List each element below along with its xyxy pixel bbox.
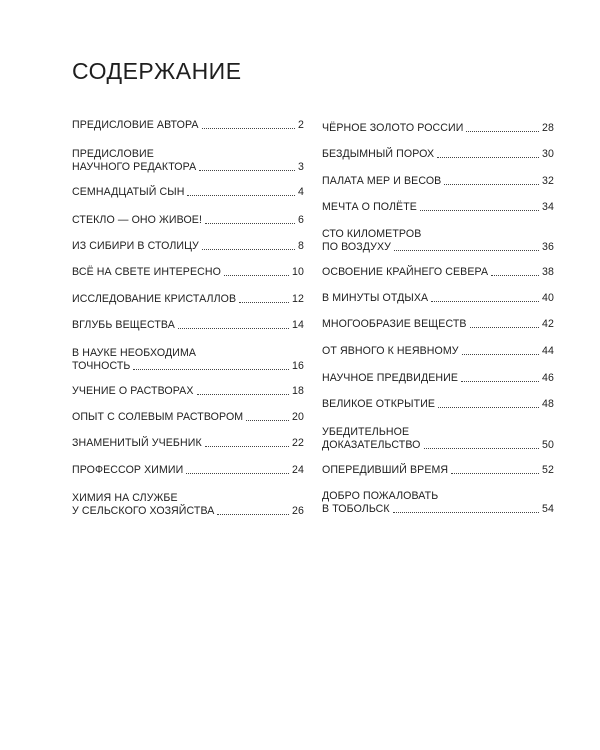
dot-leader	[217, 514, 289, 515]
toc-entry[interactable]	[322, 266, 554, 279]
toc-entry-title: МЕЧТА О ПОЛЁТЕ	[322, 201, 417, 213]
toc-entry-title: ОСВОЕНИЕ КРАЙНЕГО СЕВЕРА	[322, 266, 489, 278]
toc-page-number: 4	[298, 186, 304, 198]
dot-leader	[394, 250, 539, 251]
toc-entry-title: ДОБРО ПОЖАЛОВАТЬ	[322, 490, 439, 502]
dot-leader	[470, 327, 539, 328]
toc-entry[interactable]	[322, 398, 554, 411]
toc-page-number: 3	[298, 161, 304, 173]
toc-entry-title: БЕЗДЫМНЫЙ ПОРОХ	[322, 148, 435, 160]
dot-leader	[197, 394, 289, 395]
toc-entry-title: ОПЫТ С СОЛЕВЫМ РАСТВОРОМ	[72, 411, 244, 423]
toc-entry[interactable]	[72, 148, 304, 174]
toc-page-number: 38	[542, 266, 554, 278]
toc-entry-title: УЧЕНИЕ О РАСТВОРАХ	[72, 385, 194, 397]
toc-entry-title: ИССЛЕДОВАНИЕ КРИСТАЛЛОВ	[72, 293, 237, 305]
dot-leader	[431, 301, 539, 302]
toc-entry[interactable]	[72, 266, 304, 279]
dot-leader	[451, 473, 539, 474]
dot-leader	[133, 369, 289, 370]
dot-leader	[246, 420, 289, 421]
toc-entry-title: ДОКАЗАТЕЛЬСТВО	[322, 439, 421, 451]
toc-entry-title: ПО ВОЗДУХУ	[322, 241, 391, 253]
toc-page-number: 18	[292, 385, 304, 397]
toc-entry[interactable]	[72, 119, 304, 132]
toc-entry-title: ЧЁРНОЕ ЗОЛОТО РОССИИ	[322, 122, 464, 134]
toc-page-number: 12	[292, 293, 304, 305]
toc-page-number: 14	[292, 319, 304, 331]
toc-entry-title: ВЕЛИКОЕ ОТКРЫТИЕ	[322, 398, 436, 410]
toc-page-number: 54	[542, 503, 554, 515]
toc-page-number: 28	[542, 122, 554, 134]
toc-entry[interactable]	[322, 292, 554, 305]
toc-entry-title: В МИНУТЫ ОТДЫХА	[322, 292, 429, 304]
toc-entry[interactable]	[72, 293, 304, 306]
toc-page-number: 48	[542, 398, 554, 410]
toc-entry-title: СЕМНАДЦАТЫЙ СЫН	[72, 186, 185, 198]
dot-leader	[199, 170, 295, 171]
toc-entry-title: ВСЁ НА СВЕТЕ ИНТЕРЕСНО	[72, 266, 221, 278]
toc-entry[interactable]	[322, 175, 554, 188]
toc-entry-title: ОТ ЯВНОГО К НЕЯВНОМУ	[322, 345, 459, 357]
toc-entry[interactable]	[72, 347, 304, 373]
toc-entry[interactable]	[72, 492, 304, 518]
toc-entry-title: В ТОБОЛЬСК	[322, 503, 390, 515]
dot-leader	[438, 407, 539, 408]
dot-leader	[393, 512, 539, 513]
toc-entry[interactable]	[72, 437, 304, 450]
toc-page-number: 34	[542, 201, 554, 213]
toc-entry-title: ВГЛУБЬ ВЕЩЕСТВА	[72, 319, 175, 331]
toc-entry[interactable]	[322, 228, 554, 254]
toc-page-number: 50	[542, 439, 554, 451]
toc-entry[interactable]	[72, 411, 304, 424]
toc-page-number: 2	[298, 119, 304, 131]
dot-leader	[205, 223, 295, 224]
dot-leader	[437, 157, 539, 158]
dot-leader	[202, 128, 295, 129]
dot-leader	[461, 381, 539, 382]
toc-entry-title: СТЕКЛО — ОНО ЖИВОЕ!	[72, 214, 203, 226]
toc-entry-title: ПАЛАТА МЕР И ВЕСОВ	[322, 175, 442, 187]
dot-leader	[224, 275, 289, 276]
dot-leader	[205, 446, 289, 447]
toc-page-number: 32	[542, 175, 554, 187]
toc-entry[interactable]	[322, 148, 554, 161]
toc-entry-title: ПРОФЕССОР ХИМИИ	[72, 464, 184, 476]
toc-entry[interactable]	[322, 318, 554, 331]
toc-entry[interactable]	[72, 385, 304, 398]
toc-entry[interactable]	[72, 214, 304, 227]
toc-page-number: 44	[542, 345, 554, 357]
dot-leader	[187, 195, 295, 196]
toc-page-number: 22	[292, 437, 304, 449]
dot-leader	[202, 249, 295, 250]
toc-entry-title: ПРЕДИСЛОВИЕ АВТОРА	[72, 119, 199, 131]
toc-entry-title: СТО КИЛОМЕТРОВ	[322, 228, 422, 240]
toc-entry[interactable]	[322, 426, 554, 452]
toc-entry[interactable]	[322, 464, 554, 477]
toc-entry[interactable]	[322, 490, 554, 516]
dot-leader	[186, 473, 289, 474]
toc-entry-title: МНОГООБРАЗИЕ ВЕЩЕСТВ	[322, 318, 467, 330]
dot-leader	[424, 448, 540, 449]
toc-page-number: 16	[292, 360, 304, 372]
dot-leader	[466, 131, 539, 132]
toc-entry[interactable]	[322, 201, 554, 214]
toc-entry[interactable]	[72, 464, 304, 477]
toc-entry-title: НАУЧНОГО РЕДАКТОРА	[72, 161, 197, 173]
toc-entry-title: ЗНАМЕНИТЫЙ УЧЕБНИК	[72, 437, 202, 449]
toc-entry[interactable]	[72, 240, 304, 253]
toc-entry-title: УБЕДИТЕЛЬНОЕ	[322, 426, 410, 438]
dot-leader	[462, 354, 539, 355]
dot-leader	[239, 302, 289, 303]
dot-leader	[420, 210, 539, 211]
toc-page-number: 42	[542, 318, 554, 330]
toc-page-number: 6	[298, 214, 304, 226]
toc-page-number: 40	[542, 292, 554, 304]
toc-page-number: 46	[542, 372, 554, 384]
toc-entry-title: У СЕЛЬСКОГО ХОЗЯЙСТВА	[72, 505, 215, 517]
toc-page-number: 26	[292, 505, 304, 517]
page-title: СОДЕРЖАНИЕ	[72, 58, 242, 84]
toc-page-number: 30	[542, 148, 554, 160]
toc-page-number: 20	[292, 411, 304, 423]
toc-entry[interactable]	[322, 345, 554, 358]
toc-page-number: 8	[298, 240, 304, 252]
toc-page-number: 24	[292, 464, 304, 476]
dot-leader	[178, 328, 289, 329]
toc-entry[interactable]	[322, 122, 554, 135]
toc-entry-title: ПРЕДИСЛОВИЕ	[72, 148, 154, 160]
toc-entry-title: ИЗ СИБИРИ В СТОЛИЦУ	[72, 240, 199, 252]
toc-page-number: 52	[542, 464, 554, 476]
toc-entry-title: ТОЧНОСТЬ	[72, 360, 131, 372]
toc-entry-title: ОПЕРЕДИВШИЙ ВРЕМЯ	[322, 464, 449, 476]
toc-page-number: 36	[542, 241, 554, 253]
dot-leader	[444, 184, 539, 185]
toc-entry-title: ХИМИЯ НА СЛУЖБЕ	[72, 492, 178, 504]
toc-entry[interactable]	[322, 372, 554, 385]
toc-entry[interactable]	[72, 319, 304, 332]
toc-page-number: 10	[292, 266, 304, 278]
toc-entry[interactable]	[72, 186, 304, 199]
toc-entry-title: В НАУКЕ НЕОБХОДИМА	[72, 347, 197, 359]
dot-leader	[491, 275, 539, 276]
toc-entry-title: НАУЧНОЕ ПРЕДВИДЕНИЕ	[322, 372, 459, 384]
